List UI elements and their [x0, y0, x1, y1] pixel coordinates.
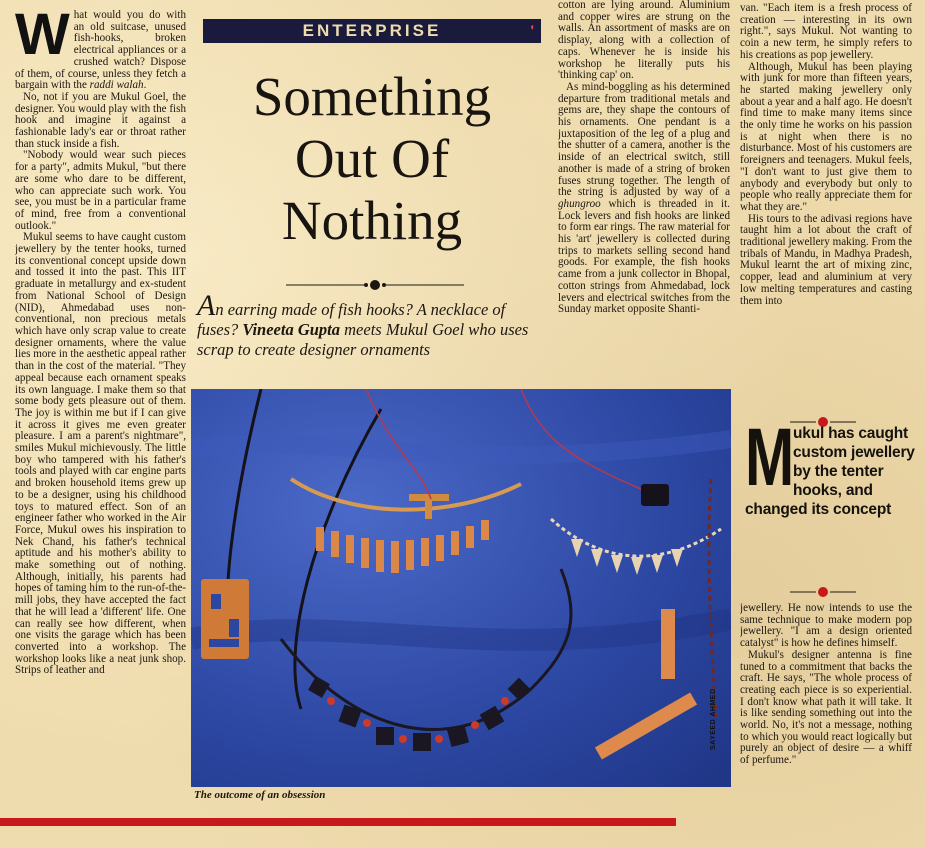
article-column-1 [15, 10, 186, 810]
divider-ornament-icon [286, 279, 464, 291]
pull-quote [745, 412, 915, 574]
pull-quote-drop-cap: M [745, 412, 795, 503]
body-paragraph: jewellery. He now intends to use the same technique to make modern pop jewellery. "I am a design oriented catalyst" is how he defines himself. [740, 603, 912, 650]
body-paragraph: Although, Mukul has been playing with junk for more than fifteen years, he started making jewellery only about a year and a half ago. He doesn't find time to make many items since the only time he works on his passion is at night when there is no disturbance. Most of his customers are foreigners and teenagers. Mukul feels, "I don't want to just give them to anybody and everybody but only to people who really appreciate them for what they are." [740, 60, 912, 213]
body-paragraph: van. "Each item is a fresh process of creation — interesting in its own right.", says Mukul. Not wanting to coin a new term, he simply refers to his creations as pop jewellery. [740, 3, 912, 61]
pull-quote-text: ukul has caught custom jewellery by the tenter hooks, and changed its concept [745, 425, 915, 518]
deck-lead-letter: A [197, 289, 216, 322]
body-paragraph: "Nobody would wear such pieces for a party", admits Mukul, "but there are some who dare to be different, who can appreciate such work. You see, you must be in a particular frame of mind, free from a conventional outlook." [15, 149, 186, 232]
drop-cap: W [15, 10, 70, 67]
body-paragraph: cotton are lying around. Aluminium and copper wires are strung on the walls. An assortment of masks are on display, along with a collection of caps. Whenever he is inside his workshop he literally puts his 'thinking cap' on. [558, 0, 730, 82]
section-header [203, 19, 541, 43]
headline-line: Out Of [294, 128, 450, 189]
photo-credit: SAYEED AHMED [710, 688, 717, 750]
pendant-icon [201, 579, 249, 659]
body-paragraph: As mind-boggling as his determined departure from traditional metals and gems are, they shape the contours of his ornaments. One pendant is a juxtaposition of the leg of a plug and the shutter of a camera, another is the inside of an electrical switch, still another is made of a string of broken fuses strung together. The length of the string is adjusted by way of a ghungroo which is threaded in it. Lock levers and fish hooks are linked to form ear rings. The raw material for his 'art' jewellery is collected during trips to markets selling second hand goods. For example, the fish hooks came from a junk collector in Bhopal, cotton strings from Ahmedabad, lock levers and electrical switches from the Sunday market opposite Shanti- [558, 80, 730, 316]
headline-line: Nothing [281, 190, 463, 251]
body-paragraph: Mukul seems to have caught custom jewellery by the tenter hooks, turned its conventional concept upside down and tossed it into the past. This IIT graduate in metallurgy and ex-student from National School of Design (NID), Ahmedabad uses non-conventional, non precious metals which have only scrap value to create designer ornaments, where the value lies more in the aesthetic appeal rather than in the cost of the material. "They appeal because each ornament speaks its own language. I make them so that some body gets pleasure out of them. The joy is within me but if I can give it across it gives me even greater pleasure. I am a parent's nightmare", smiles Mukul michievously. The little boy who tampered with his father's tools and played with car engine parts and broken household items grew up to be a designer, using his childhood toys to matured effect. Son of an engineer father who worked in the Air Force, Mukul owes his inspiration to Nek Chand, his father's technical aptitude and his mother's ability to make something out of nothing. Although, initially, his parents had hopes of taming him to the run-of-the-mill jobs, they have accepted the fact that he will lead a 'different' life. One can really see how different, when one visits the garage which has been converted into a workshop. The workshop looks like a neat junk shop. Strips of leather and [15, 231, 186, 677]
article-column-4-continued [740, 603, 912, 813]
bottom-red-rule [0, 818, 676, 826]
jewellery-photo [191, 389, 731, 787]
standfirst: An earring made of fish hooks? A necklace of fuses? Vineeta Gupta meets Mukul Goel who uses scrap to create designer ornaments [197, 289, 529, 359]
jewellery-illustration [191, 389, 731, 787]
pullquote-ornament-icon [790, 586, 856, 598]
article-column-4 [740, 3, 912, 408]
photo-caption: The outcome of an obsession [194, 789, 326, 801]
article-column-3 [558, 0, 730, 384]
opening-paragraph: What would you do with an old suitcase, unused fish-hooks, broken electrical appliances or a crushed watch? Dispose of them, of course, unless they fetch a bargain with the raddi walah. [15, 10, 186, 92]
body-paragraph: No, not if you are Mukul Goel, the designer. You would play with the fish hook and imagine it against a fashionable lady's ear or throat rather than stuck inside a fish. [15, 90, 186, 150]
section-label: ENTERPRISE [302, 21, 442, 40]
headline [203, 66, 541, 252]
body-paragraph: His tours to the adivasi regions have taught him a lot about the craft of traditional jewellery making. From the tribals of Mandu, in Madhya Pradesh, Mukul learnt the art of mixing zinc, copper, lead and aluminium at very low melting temperatures and casting them into [740, 212, 912, 307]
body-paragraph: Mukul's designer antenna is fine tuned to a commitment that backs the craft. He says, "The whole process of creating each piece is so experiential. I don't know what path it will take. It is like sending something out into the world. No, it's not a message, nothing to which you would react logically but purely an object of desire — a whiff of perfume." [740, 648, 912, 767]
headline-line: Something [252, 66, 492, 127]
author-name: Vineeta Gupta [242, 320, 341, 339]
corner-mark-icon: ◖ [528, 22, 535, 33]
